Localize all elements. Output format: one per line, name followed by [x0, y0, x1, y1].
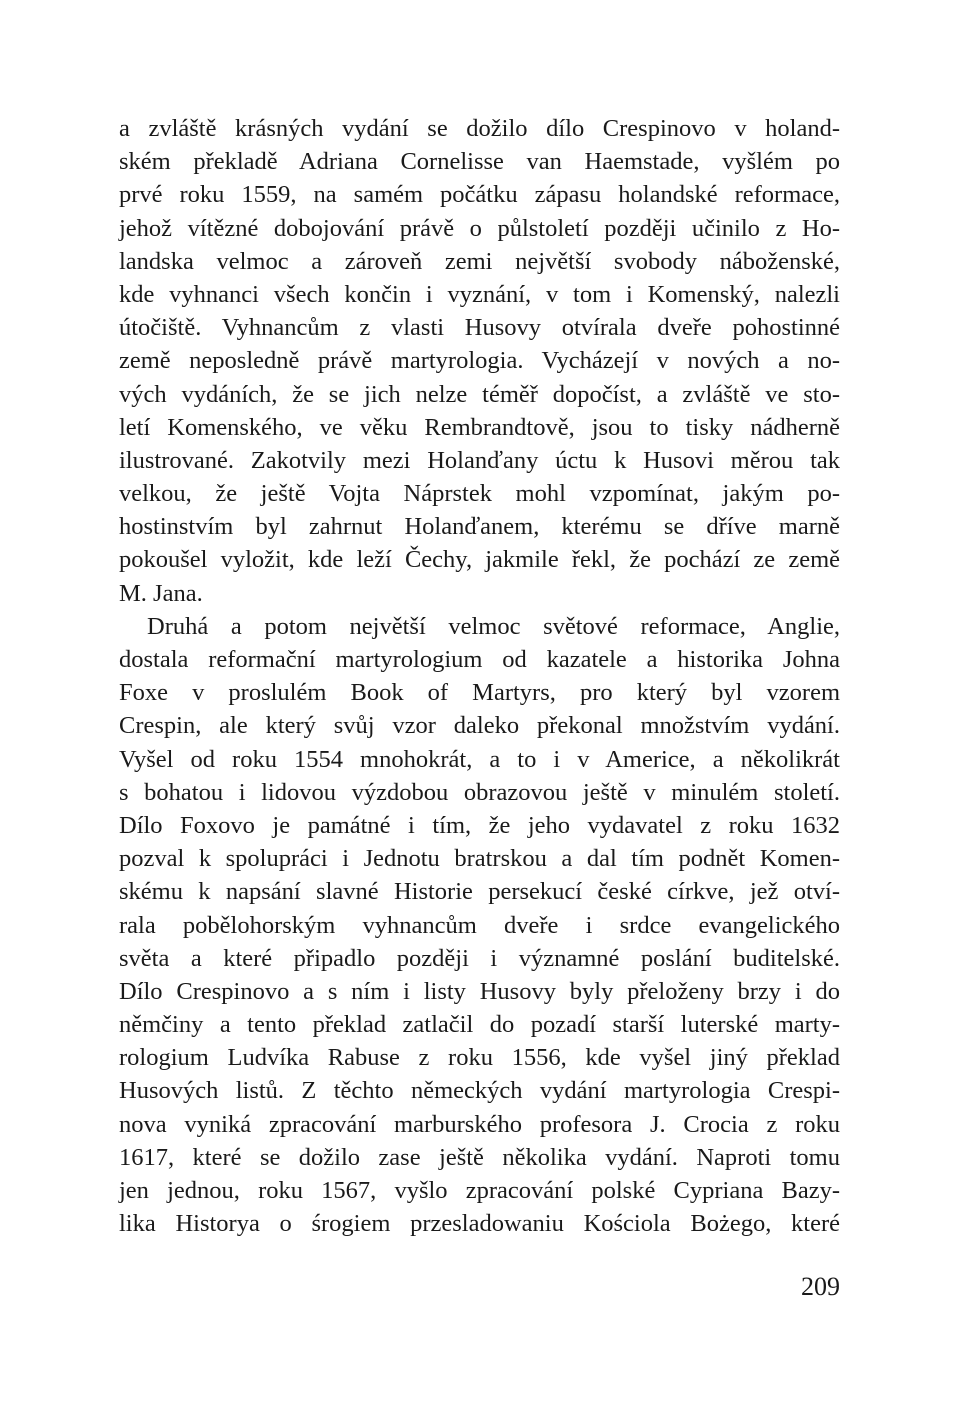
text-line: němčiny a tento překlad zatlačil do pozadí starší luterské marty- — [119, 1011, 840, 1039]
text-line: rologium Ludvíka Rabuse z roku 1556, kde vyšel jiný překlad — [119, 1044, 840, 1072]
text-line: letí Komenského, ve věku Rembrandtově, jsou to tisky nádherně — [119, 413, 840, 441]
paragraph-2 — [119, 610, 840, 1241]
text-line: Druhá a potom největší velmoc světové reformace, Anglie, — [147, 612, 840, 640]
text-line: landska velmoc a zároveň zemi největší svobody náboženské, — [119, 247, 840, 275]
text-line: jehož vítězné dobojování právě o půlstoletí později učinilo z Ho- — [119, 214, 840, 242]
text-line: rala pobělohorským vyhnancům dveře i srdce evangelického — [119, 911, 840, 939]
body-text — [119, 112, 840, 1240]
text-line: lika Historya o śrogiem przesladowaniu Kościola Bożego, které — [119, 1210, 840, 1238]
text-line: světa a které připadlo později i významné poslání buditelské. — [119, 944, 840, 972]
text-line: ském překladě Adriana Cornelisse van Haemstade, vyšlém po — [119, 148, 840, 176]
text-line: jen jednou, roku 1567, vyšlo zpracování polské Cypriana Bazy- — [119, 1177, 840, 1204]
text-line: dostala reformační martyrologium od kazatele a historika Johna — [119, 646, 840, 673]
text-line: Dílo Crespinovo a s ním i listy Husovy byly přeloženy brzy i do — [119, 977, 840, 1005]
text-line: ilustrované. Zakotvily mezi Holanďany úctu k Husovi měrou tak — [119, 446, 840, 474]
text-line: pokoušel vyložit, kde leží Čechy, jakmile řekl, že pochází ze země — [119, 546, 840, 574]
text-line: hostinstvím byl zahrnut Holanďanem, kterému se dříve marně — [119, 513, 840, 541]
text-line: skému k napsání slavné Historie persekucí české církve, jež otví- — [119, 878, 840, 906]
text-line: prvé roku 1559, na samém počátku zápasu holandské reformace, — [119, 181, 840, 209]
page-number: 209 — [801, 1272, 840, 1301]
text-line: země neposledně právě martyrologia. Vycházejí v nových a no- — [119, 347, 840, 375]
text-line: velkou, že ještě Vojta Náprstek mohl vzpomínat, jakým po- — [119, 480, 840, 508]
text-line: útočiště. Vyhnancům z vlasti Husovy otvírala dveře pohostinné — [119, 314, 840, 342]
text-line: 1617, které se dožilo zase ještě několika vydání. Naproti tomu — [119, 1143, 840, 1171]
text-line: pozval k spolupráci i Jednotu bratrskou a dal tím podnět Komen- — [119, 845, 840, 873]
text-line: M. Jana. — [119, 579, 203, 607]
text-line: vých vydáních, že se jich nelze téměř dopočíst, a zvláště ve sto- — [119, 380, 840, 408]
text-line: kde vyhnanci všech končin i vyznání, v tom i Komenský, nalezli — [119, 280, 840, 308]
text-line: Foxe v proslulém Book of Martyrs, pro který byl vzorem — [119, 679, 840, 707]
text-line: Dílo Foxovo je památné i tím, že jeho vydavatel z roku 1632 — [119, 811, 840, 839]
text-line: s bohatou i lidovou výzdobou obrazovou ještě v minulém století. — [119, 778, 840, 806]
text-line: nova vyniká zpracování marburského profesora J. Crocia z roku — [119, 1110, 840, 1138]
text-line: Husových listů. Z těchto německých vydání martyrologia Crespi- — [119, 1077, 840, 1105]
paragraph-1 — [119, 112, 840, 610]
text-line: Crespin, ale který svůj vzor daleko překonal množstvím vydání. — [119, 712, 840, 740]
text-line: a zvláště krásných vydání se dožilo dílo Crespinovo v holand- — [119, 115, 840, 142]
text-line: Vyšel od roku 1554 mnohokrát, a to i v Americe, a několikrát — [119, 745, 840, 773]
